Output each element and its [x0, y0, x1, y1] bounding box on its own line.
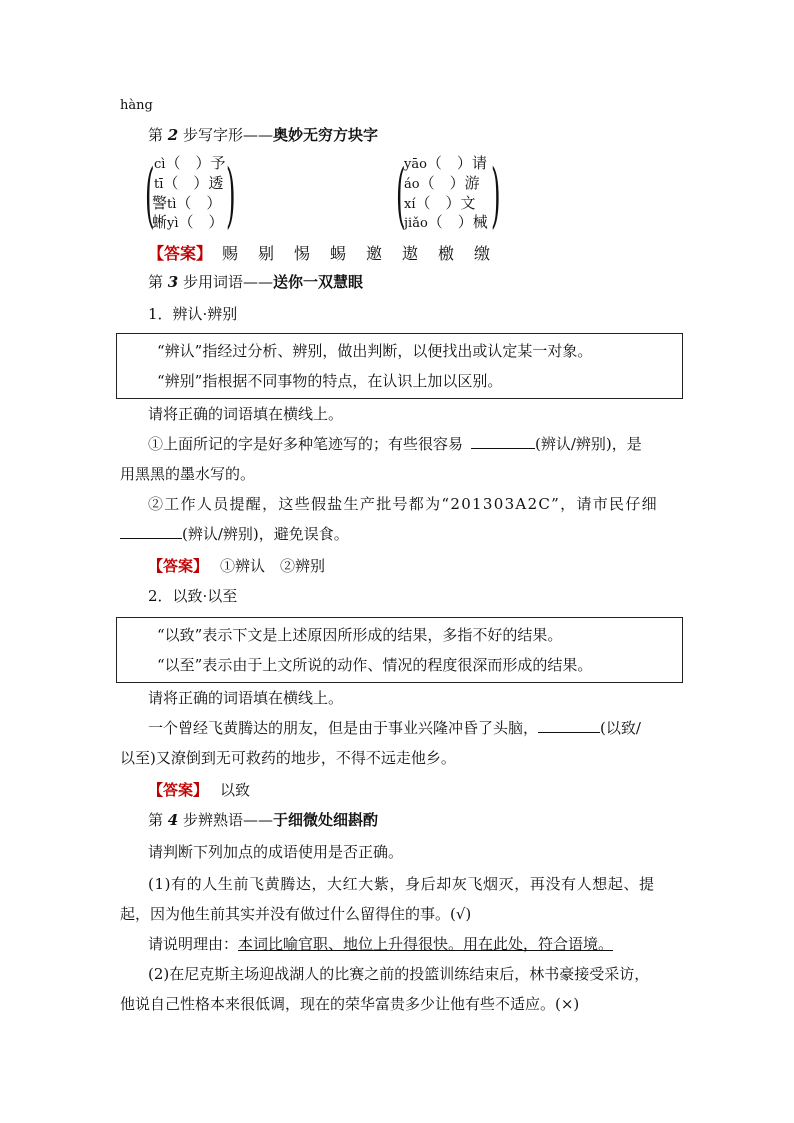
- right-row-4: jiǎo（ ）械: [404, 213, 488, 231]
- item1-question-2: ②工作人员提醒，这些假盐生产批号都为“201303A2C”，请市民仔细: [148, 495, 658, 513]
- item2-instruction: 请将正确的词语填在横线上。: [148, 689, 344, 707]
- item1-definition-box: [116, 333, 683, 399]
- item2-question-cont: 以至)又潦倒到无可救药的地步，不得不远走他乡。: [120, 749, 456, 767]
- left-row-3: 警tì（ ）: [152, 194, 222, 212]
- step4-instruction: 请判断下列加点的成语使用是否正确。: [148, 843, 404, 861]
- item2-question: 一个曾经飞黄腾达的朋友，但是由于事业兴隆冲昏了头脑， (以致/: [148, 719, 641, 737]
- right-row-2: áo（ ）游: [404, 174, 480, 192]
- item1-def-2: “辨别”指根据不同事物的特点，在认识上加以区别。: [157, 372, 503, 390]
- fill-blank[interactable]: [538, 718, 600, 733]
- step4-question-1: (1)有的人生前飞黄腾达，大红大紫，身后却灰飞烟灭，再没有人想起、提: [148, 875, 655, 893]
- item1-answer: 【答案】 ①辨认 ②辨别: [148, 557, 326, 575]
- right-row-3: xí（ ）文: [404, 194, 476, 212]
- item1-question-2-cont: (辨认/辨别)，避免误食。: [120, 523, 349, 544]
- step3-heading: 第 3 步用词语——送你一双慧眼: [148, 273, 364, 291]
- step2-heading: 第 2 步写字形——奥妙无穷方块字: [148, 126, 379, 144]
- right-brace-close: ): [491, 154, 501, 236]
- left-brace-open: (: [145, 154, 155, 236]
- fill-blank[interactable]: [471, 434, 535, 449]
- item2-def-2: “以至”表示由于上文所说的动作、情况的程度很深而形成的结果。: [157, 656, 593, 674]
- item1-def-1: “辨认”指经过分析、辨别，做出判断，以便找出或认定某一对象。: [157, 342, 593, 360]
- step4-reason: 请说明理由：本词比喻官职、地位上升得很快。用在此处，符合语境。: [148, 935, 614, 953]
- left-row-1: cì（ ）予: [154, 154, 226, 172]
- item1-question-1-cont: 用黑黑的墨水写的。: [120, 465, 256, 483]
- step4-question-1-cont: 起，因为他生前其实并没有做过什么留得住的事。(√): [120, 905, 472, 923]
- step4-question-2: (2)在尼克斯主场迎战湖人的比赛之前的投篮训练结束后，林书豪接受采访，: [148, 965, 650, 983]
- item2-def-1: “以致”表示下文是上述原因所形成的结果，多指不好的结果。: [157, 626, 563, 644]
- left-row-2: tī（ ）透: [154, 174, 224, 192]
- top-pinyin: hàng: [120, 98, 153, 113]
- item2-heading: 2．以致·以至: [148, 587, 238, 605]
- right-row-1: yāo（ ）请: [404, 154, 487, 172]
- left-row-4: 蜥yì（ ）: [152, 213, 224, 231]
- left-brace-close: ): [226, 154, 236, 236]
- item2-answer: 【答案】 以致: [148, 781, 251, 799]
- item1-question-1: ①上面所记的字是好多种笔迹写的；有些很容易 (辨认/辨别)，是: [148, 435, 642, 453]
- step4-heading: 第 4 步辨熟语——于细微处细斟酌: [148, 811, 379, 829]
- step4-question-2-cont: 他说自己性格本来很低调，现在的荣华富贵多少让他有些不适应。(×): [120, 995, 580, 1013]
- item2-definition-box: [116, 617, 683, 683]
- step2-answer: 【答案】 赐 剔 惕 蜴 邀 遨 檄 缴: [148, 244, 493, 263]
- fill-blank[interactable]: [120, 524, 182, 539]
- right-brace-open: (: [396, 154, 406, 236]
- item1-instruction: 请将正确的词语填在横线上。: [148, 405, 344, 423]
- item1-heading: 1．辨认·辨别: [148, 305, 238, 323]
